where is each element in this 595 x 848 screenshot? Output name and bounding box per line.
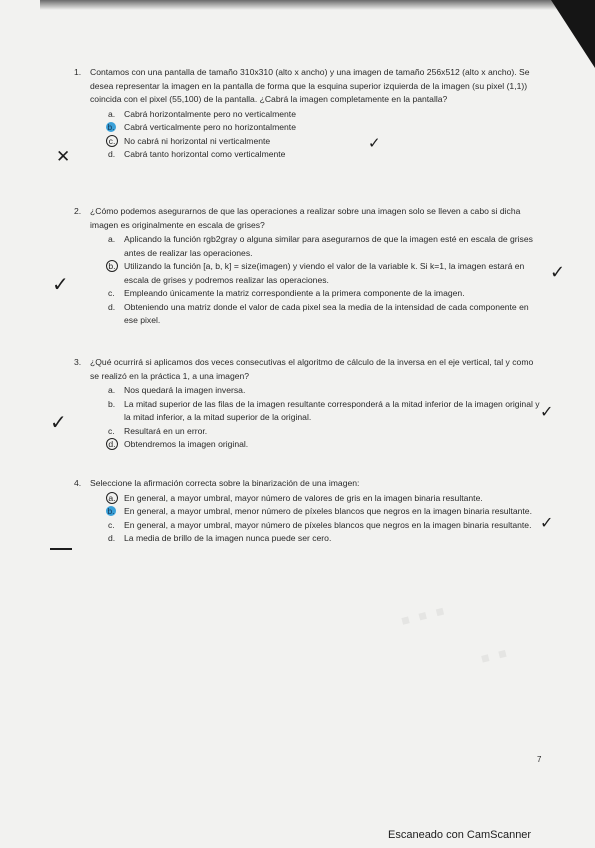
option-a <box>74 233 544 260</box>
option-text: Cabrá horizontalmente pero no verticalmente <box>124 108 296 119</box>
scanner-watermark: Escaneado con CamScanner <box>388 829 532 841</box>
options-list <box>74 233 544 328</box>
question-stem: Seleccione la afirmación correcta sobre la binarización de una imagen: <box>90 478 360 488</box>
folded-corner <box>551 0 595 68</box>
option-b <box>74 505 544 519</box>
option-text: Cabrá tanto horizontal como verticalmente <box>124 149 286 159</box>
option-a <box>74 384 544 398</box>
question-3 <box>74 356 544 452</box>
option-text: En general, a mayor umbral, menor número de píxeles blancos que negros en la imagen binaria resultante. <box>124 506 532 516</box>
option-text: Obteniendo una matriz donde el valor de cada pixel sea la media de la intensidad de cada componente en ese pixel. <box>124 301 529 325</box>
question-stem: ¿Qué ocurrirá si aplicamos dos veces consecutivas el algoritmo de cálculo de la inversa en el eje vertical, tal y como se realizó en la práctica 1, a una imagen? <box>90 357 534 381</box>
option-text: No cabrá ni horizontal ni verticalmente <box>124 135 271 146</box>
option-letter <box>108 121 120 135</box>
check-mark-icon: ✓ <box>50 410 67 434</box>
option-b <box>74 260 544 287</box>
check-mark-icon: ✓ <box>540 513 554 532</box>
option-b <box>74 121 544 135</box>
option-a <box>74 492 544 506</box>
scribbled-letter: a. <box>106 492 118 504</box>
option-letter <box>108 438 120 452</box>
option-a <box>74 108 544 122</box>
option-letter <box>108 505 120 519</box>
option-letter <box>108 135 120 149</box>
option-c <box>74 519 544 533</box>
option-letter <box>108 492 120 506</box>
page-number: 7 <box>537 755 542 764</box>
option-letter: d. <box>108 533 116 543</box>
question-1 <box>74 66 544 162</box>
option-letter: a. <box>108 234 116 244</box>
options-list <box>74 492 544 546</box>
option-letter: a. <box>108 108 116 119</box>
option-letter: d. <box>108 149 116 159</box>
option-letter: c. <box>108 425 115 436</box>
question-4 <box>74 477 544 546</box>
question-number: 3. <box>74 357 82 367</box>
question-number: 4. <box>74 478 82 488</box>
option-text: Resultará en un error. <box>124 425 208 436</box>
cross-mark-icon: ✕ <box>56 147 71 167</box>
options-list <box>74 384 544 452</box>
option-letter: d. <box>108 301 116 312</box>
check-mark-icon: ✓ <box>52 272 69 296</box>
option-d <box>74 148 544 162</box>
option-text: En general, a mayor umbral, mayor número de píxeles blancos que negros en la imagen binaria resultante. <box>124 519 532 530</box>
option-text: Empleando únicamente la matriz correspondiente a la primera componente de la imagen. <box>124 288 465 298</box>
check-mark-icon: ✓ <box>550 262 566 283</box>
option-letter: c. <box>108 519 115 530</box>
option-text: La media de brillo de la imagen nunca puede ser cero. <box>124 533 332 543</box>
circled-letter: d. <box>106 438 118 450</box>
option-text: Cabrá verticalmente pero no horizontalmente <box>124 122 296 132</box>
option-b <box>74 398 544 425</box>
question-number: 2. <box>74 206 82 216</box>
question-stem: Contamos con una pantalla de tamaño 310x310 (alto x ancho) y una imagen de tamaño 256x512 (alto x ancho). Se desea representar la imagen en la pantalla de forma que la esquina superior izquierda de la imagen (su pixel (1,1)) coincida con el pixel (55,100) de la pantalla. ¿Cabrá la imagen completamente en la pantalla? <box>90 67 530 104</box>
option-text: Obtendremos la imagen original. <box>124 439 249 449</box>
bleed-through-marks-2: ▪ ▪ <box>476 637 511 674</box>
highlight-mark: b. <box>107 122 115 132</box>
circled-letter: b. <box>106 260 118 272</box>
bleed-through-marks: ▪ ▪ ▪ <box>396 594 449 637</box>
question-number: 1. <box>74 67 82 77</box>
option-d <box>74 301 544 328</box>
options-list <box>74 108 544 162</box>
question-stem: ¿Cómo podemos asegurarnos de que las operaciones a realizar sobre una imagen solo se lleven a cabo si dicha imagen es originalmente en escala de grises? <box>90 206 521 230</box>
option-d <box>74 532 544 546</box>
option-c <box>74 425 544 439</box>
option-d <box>74 438 544 452</box>
option-text: Nos quedará la imagen inversa. <box>124 385 246 395</box>
circled-letter: c. <box>106 135 118 147</box>
check-mark-icon: ✓ <box>540 402 554 421</box>
highlight-mark: b. <box>107 506 115 516</box>
option-c <box>74 287 544 301</box>
option-text: Utilizando la función [a, b, k] = size(imagen) y viendo el valor de la variable k. Si k=1, la imagen estará en escala de grises y podremos realizar las operaciones. <box>124 261 525 285</box>
option-letter: c. <box>108 288 115 298</box>
option-letter: b. <box>108 398 116 409</box>
option-letter: a. <box>108 385 116 395</box>
option-text: La mitad superior de las filas de la imagen resultante corresponderá a la mitad inferior de la imagen original y la mitad inferior, a la mitad superior de la original. <box>124 398 540 422</box>
option-text: Aplicando la función rgb2gray o alguna similar para asegurarnos de que la imagen esté en escala de grises antes de realizar las operaciones. <box>124 234 533 258</box>
scan-top-shadow <box>40 0 560 10</box>
option-c <box>74 135 544 149</box>
option-letter <box>108 260 120 274</box>
dash-mark <box>50 548 72 550</box>
question-2 <box>74 205 544 328</box>
option-text: En general, a mayor umbral, mayor número de valores de gris en la imagen binaria resultante. <box>124 492 483 503</box>
check-mark-icon: ✓ <box>368 134 381 152</box>
